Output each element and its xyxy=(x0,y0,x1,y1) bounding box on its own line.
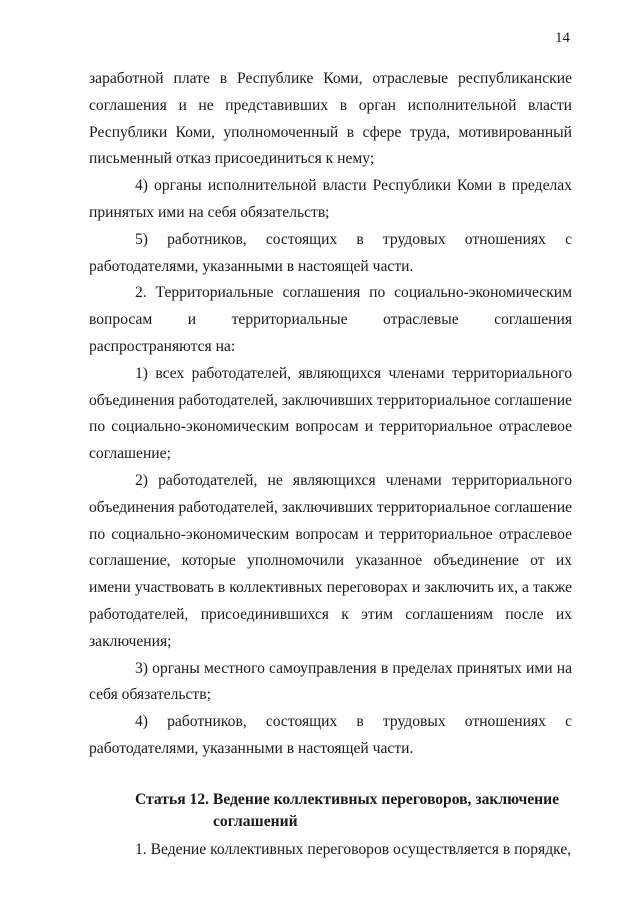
article-12-paragraph-1: 1. Ведение коллективных переговоров осуществляется в порядке, xyxy=(135,840,572,858)
document-body xyxy=(89,66,572,864)
list-item-4-executive-bodies: 4) органы исполнительной власти Республики Коми в пределах принятых ими на себя обязательств; xyxy=(89,177,572,221)
list-item-1-all-employers: 1) всех работодателей, являющихся членами территориального объединения работодателей, заключивших территориальное соглашение по социально-экономическим вопросам и территориальное отраслевое соглашение; xyxy=(89,364,572,463)
article-heading-line1: Статья 12. Ведение коллективных переговоров, заключение xyxy=(135,790,560,808)
paragraph-2-territorial-agreements: 2. Территориальные соглашения по социально-экономическим вопросам и территориальные отраслевые соглашения распространяются на: xyxy=(89,284,572,355)
page-number: 14 xyxy=(555,30,570,46)
article-heading-line2: соглашений xyxy=(213,812,298,830)
list-item-5-employees: 5) работников, состоящих в трудовых отношениях с работодателями, указанными в настоящей части. xyxy=(89,230,572,275)
list-item-4-employees: 4) работников, состоящих в трудовых отношениях с работодателями, указанными в настоящей части. xyxy=(89,713,572,757)
paragraph-continuation: заработной плате в Республике Коми, отраслевые республиканские соглашения и не представивших в орган исполнительной власти Республики Коми, уполномоченный в сфере труда, мотивированный письменный отказ присоединиться к нему; xyxy=(89,70,572,168)
list-item-3-local-government: 3) органы местного самоуправления в пределах принятых ими на себя обязательств; xyxy=(89,659,572,704)
list-item-2-non-member-employers: 2) работодателей, не являющихся членами территориального объединения работодателей, заключивших территориальное соглашение по социально-экономическим вопросам и территориальное отраслевое соглашение, которые уполномочили указанное объединение от их имени участвовать в коллективных переговорах и заключить их, а также работодателей, присоединившихся к этим соглашениям после их заключения; xyxy=(89,471,572,650)
article-12-heading xyxy=(89,789,572,833)
